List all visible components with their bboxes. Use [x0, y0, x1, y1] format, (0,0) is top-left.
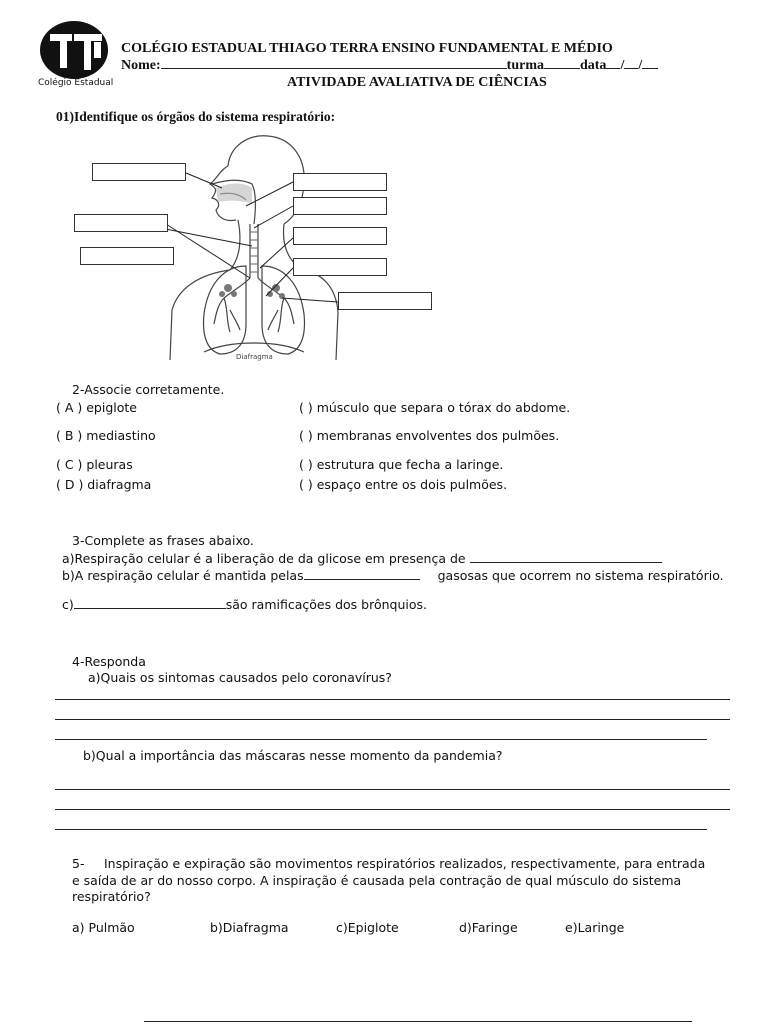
q3-b-blank[interactable] [304, 568, 420, 580]
q3-b-text-post: gasosas que ocorrem no sistema respiratório. [437, 568, 724, 583]
q4-b-answer-line-2[interactable] [55, 809, 730, 810]
activity-title: ATIVIDADE AVALIATIVA DE CIÊNCIAS [287, 75, 547, 90]
q1-prompt: 01)Identifique os órgãos do sistema respiratório: [56, 109, 336, 124]
label-box-7[interactable] [293, 258, 387, 276]
q4-a: a)Quais os sintomas causados pelo coronavírus? [88, 670, 392, 685]
q4-a-answer-line-1[interactable] [55, 699, 730, 700]
q5-option-a[interactable]: a) Pulmão [72, 920, 135, 935]
data-label: data [579, 58, 607, 73]
label-box-4[interactable] [74, 214, 168, 232]
school-name: COLÉGIO ESTADUAL THIAGO TERRA ENSINO FUNDAMENTAL E MÉDIO [121, 41, 613, 56]
date-day-field[interactable] [606, 57, 620, 69]
q3-c [62, 597, 427, 612]
q2-right-2[interactable]: ( ) membranas envolventes dos pulmões. [299, 428, 560, 443]
turma-label: turma [506, 58, 544, 73]
label-box-8[interactable] [338, 292, 432, 310]
q2-right-1[interactable]: ( ) músculo que separa o tórax do abdome. [299, 400, 571, 415]
student-info-line [121, 57, 658, 74]
q5-option-c[interactable]: c)Epiglote [336, 920, 399, 935]
q2-right-3[interactable]: ( ) estrutura que fecha a laringe. [299, 457, 504, 472]
q3-a [62, 551, 662, 566]
q4-b-answer-line-1[interactable] [55, 789, 730, 790]
q2-right-4[interactable]: ( ) espaço entre os dois pulmões. [299, 477, 508, 492]
diaphragm-caption: Diafragma [236, 353, 273, 361]
q2-left-d: ( D ) diafragma [56, 477, 152, 492]
label-box-5[interactable] [293, 227, 387, 245]
nome-label: Nome: [121, 58, 161, 73]
q3-c-text-pre: c) [62, 597, 74, 612]
label-box-2[interactable] [293, 173, 387, 191]
logo-text: Colégio Estadual [38, 78, 114, 88]
q3-a-blank[interactable] [470, 551, 662, 563]
q2-left-c: ( C ) pleuras [56, 457, 133, 472]
q5-option-b[interactable]: b)Diafragma [210, 920, 289, 935]
q3-b-text-pre: b)A respiração celular é mantida pelas [62, 568, 304, 583]
q4-title: 4-Responda [72, 654, 146, 669]
footer-signature-line [144, 1021, 692, 1022]
q3-c-text-post: são ramificações dos brônquios. [225, 597, 427, 612]
q3-a-text: a)Respiração celular é a liberação de da glicose em presença de [62, 551, 466, 566]
label-box-6[interactable] [80, 247, 174, 265]
date-month-field[interactable] [624, 57, 638, 69]
label-box-3[interactable] [293, 197, 387, 215]
q4-b: b)Qual a importância das máscaras nesse momento da pandemia? [83, 748, 503, 763]
turma-field[interactable] [544, 57, 580, 69]
q5-text: Inspiração e expiração são movimentos respiratórios realizados, respectivamente, para entrada e saída de ar do nosso corpo. A inspiração é causada pela contração de qual músculo do sistema respiratório? [72, 856, 706, 904]
q4-a-answer-line-2[interactable] [55, 719, 730, 720]
q5-option-d[interactable]: d)Faringe [459, 920, 518, 935]
date-sep-1: / [620, 58, 625, 73]
label-box-1[interactable] [92, 163, 186, 181]
q5-option-e[interactable]: e)Laringe [565, 920, 625, 935]
q4-b-answer-line-3[interactable] [55, 829, 707, 830]
date-sep-2: / [638, 58, 643, 73]
q2-left-a: ( A ) epiglote [56, 400, 137, 415]
q2-left-b: ( B ) mediastino [56, 428, 156, 443]
q3-c-blank[interactable] [74, 597, 226, 609]
date-year-field[interactable] [642, 57, 658, 69]
q4-a-answer-line-3[interactable] [55, 739, 707, 740]
q3-title: 3-Complete as frases abaixo. [72, 533, 254, 548]
q3-b [62, 568, 724, 583]
q2-title: 2-Associe corretamente. [72, 382, 225, 397]
nome-field[interactable] [161, 57, 507, 69]
q5-number: 5- [72, 856, 85, 871]
